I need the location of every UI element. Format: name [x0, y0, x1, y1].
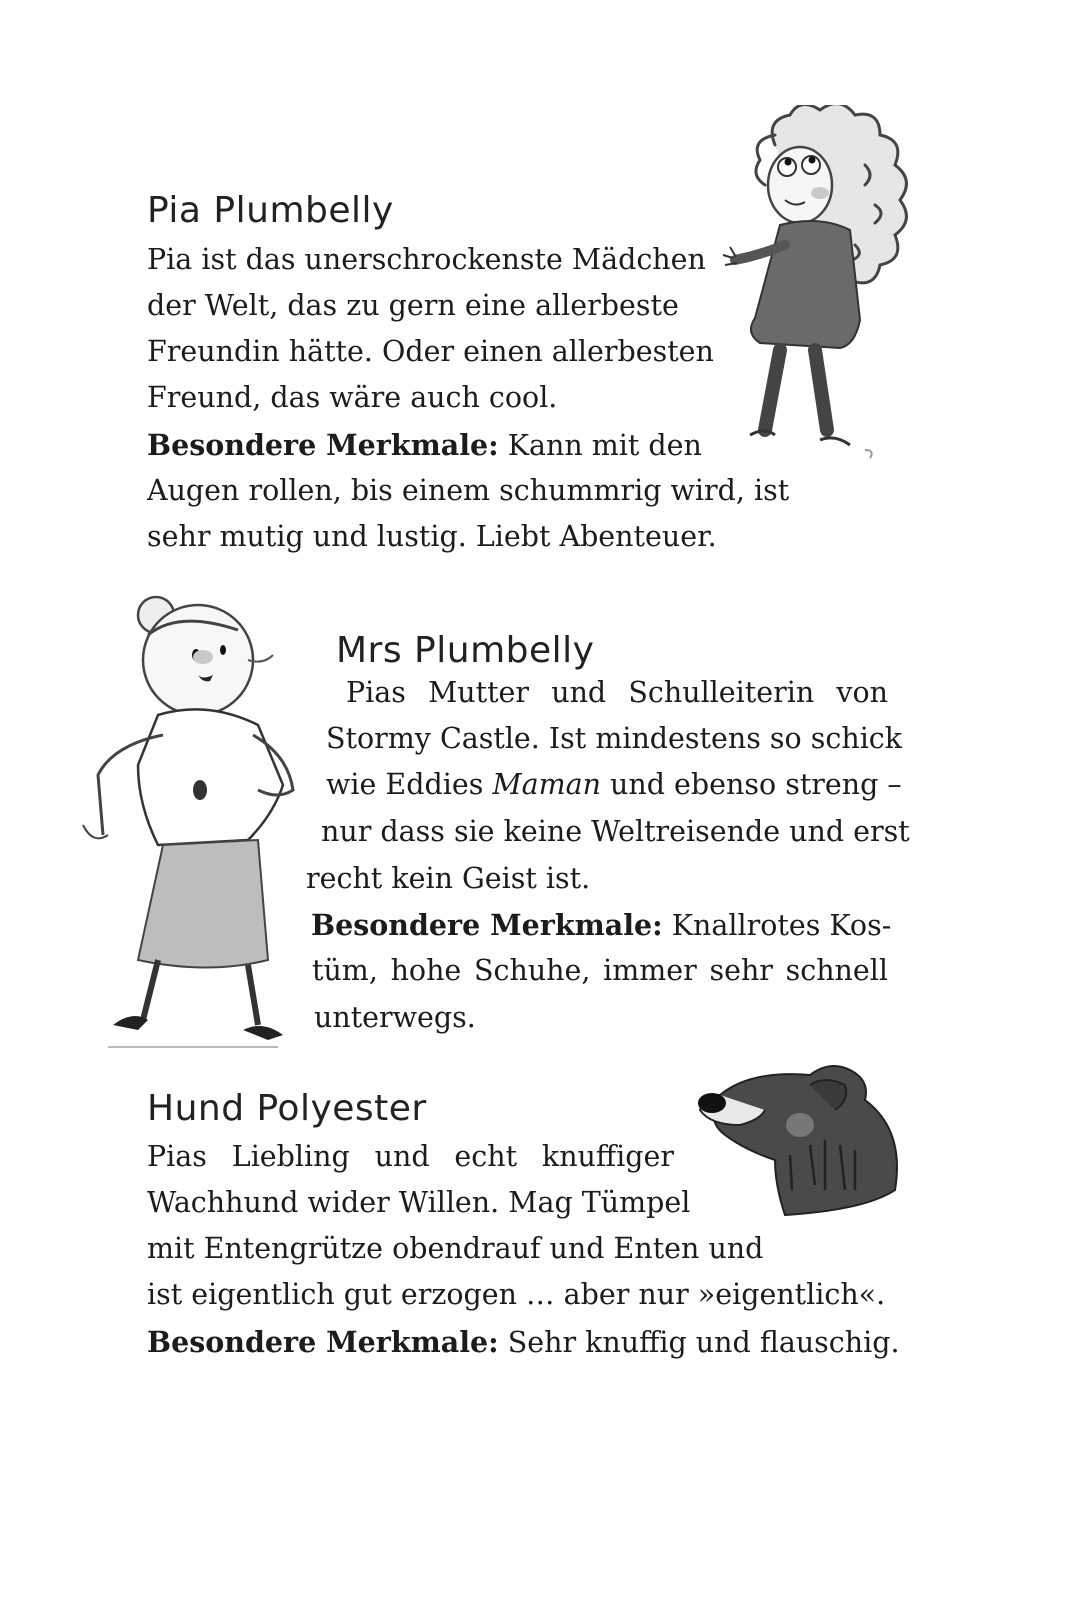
traits-text: Kann mit den	[498, 429, 702, 462]
pia-illustration	[715, 105, 940, 465]
traits-line	[147, 1327, 900, 1358]
text-line: unterwegs.	[314, 1001, 476, 1034]
traits-label: Besondere Merkmale:	[311, 908, 663, 942]
text-line: Pias Mutter und Schulleiterin von	[346, 676, 888, 709]
text-line: Pia ist das unerschrockenste Mädchen	[147, 243, 706, 276]
character-name-polyester: Hund Polyester	[147, 1088, 427, 1129]
traits-text: Sehr knuffig und flauschig.	[498, 1326, 900, 1359]
text-line: Pias Liebling und echt knuffiger	[147, 1140, 674, 1173]
traits-text: Knallrotes Kos-	[662, 909, 892, 942]
text-span: wie Eddies	[326, 768, 493, 801]
text-line: der Welt, das zu gern eine allerbeste	[147, 289, 679, 322]
traits-label: Besondere Merkmale:	[147, 1325, 499, 1359]
text-line: Wachhund wider Willen. Mag Tümpel	[147, 1186, 691, 1219]
polyester-dog-illustration	[690, 1065, 915, 1225]
emphasis-text: Maman	[492, 768, 601, 801]
text-line: sehr mutig und lustig. Liebt Abenteuer.	[147, 520, 717, 553]
text-line: Stormy Castle. Ist mindestens so schick	[326, 722, 903, 755]
text-line	[326, 770, 902, 800]
text-line: Freund, das wäre auch cool.	[147, 381, 558, 414]
traits-label: Besondere Merkmale:	[147, 428, 499, 462]
traits-line	[311, 910, 891, 941]
text-span: und ebenso streng –	[600, 768, 902, 801]
text-line: mit Entengrütze obendrauf und Enten und	[147, 1232, 764, 1265]
text-line: ist eigentlich gut erzogen … aber nur »eigentlich«.	[147, 1278, 886, 1311]
character-name-mrs-plumbelly: Mrs Plumbelly	[336, 630, 595, 671]
character-name-pia: Pia Plumbelly	[147, 190, 394, 231]
text-line: recht kein Geist ist.	[306, 862, 591, 895]
text-line: tüm, hohe Schuhe, immer sehr schnell	[312, 954, 888, 987]
text-line: Freundin hätte. Oder einen allerbesten	[147, 335, 714, 368]
traits-line	[147, 430, 702, 461]
text-line: Augen rollen, bis einem schummrig wird, ist	[147, 474, 790, 507]
text-line: nur dass sie keine Weltreisende und erst	[321, 815, 910, 848]
mrs-plumbelly-illustration	[78, 585, 303, 1055]
